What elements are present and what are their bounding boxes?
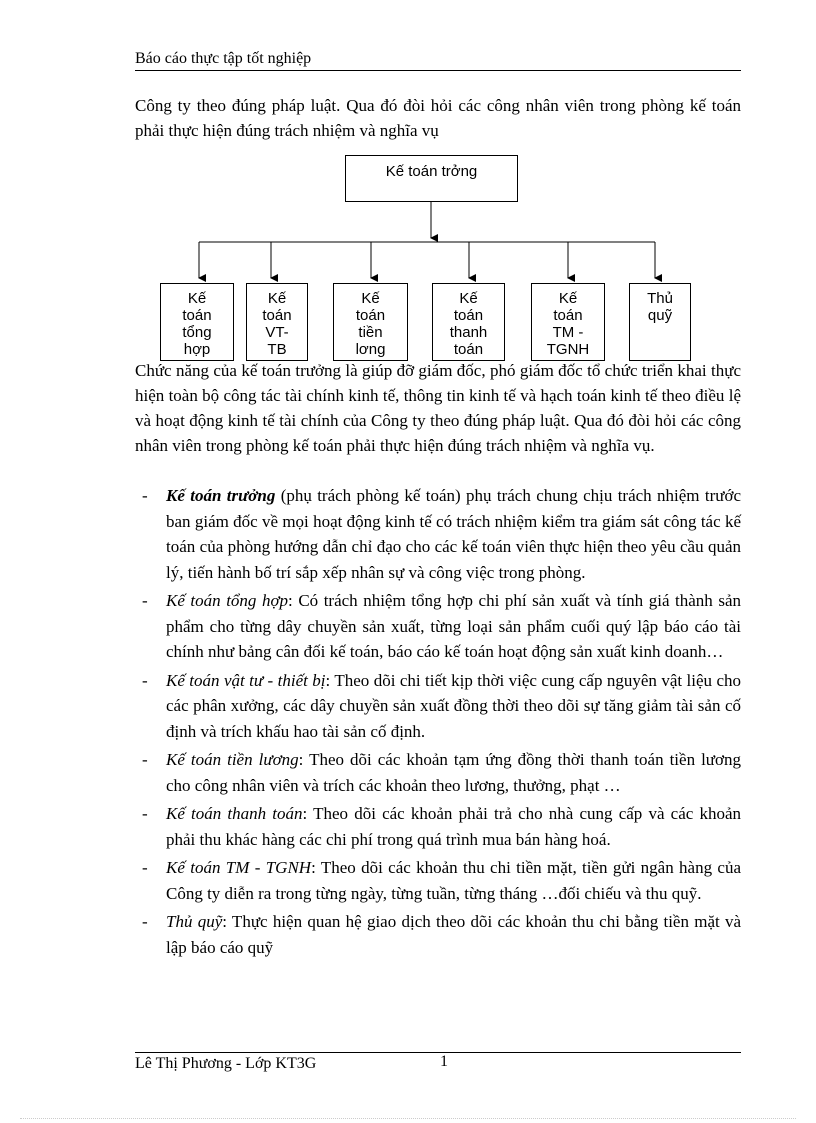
list-item: - Kế toán tiền lương: Theo dõi các khoản tạm ứng đồng thời thanh toán tiền lương cho công nhân viên và trích các khoản theo lương, thưởng, phạt … xyxy=(142,750,741,795)
org-box-payment-accounting: Kế toán thanh toán xyxy=(432,283,505,361)
org-box-materials-accounting: Kế toán VT- TB xyxy=(246,283,308,361)
footer-author: Lê Thị Phương - Lớp KT3G xyxy=(135,1055,317,1072)
org-box-treasurer: Thủ quỹ xyxy=(629,283,691,361)
page-number: 1 xyxy=(440,1053,448,1070)
org-box-payroll-accounting: Kế toán tiền lơng xyxy=(333,283,408,361)
org-box-cash-bank-accounting: Kế toán TM - TGNH xyxy=(531,283,605,361)
org-box-general-accounting: Kế toán tổng hợp xyxy=(160,283,234,361)
list-item: - Kế toán vật tư - thiết bị: Theo dõi chi tiết kịp thời việc cung cấp nguyên vật liệu cho các phân xưởng, các dây chuyền sản xuất đồng thời theo dõi sự tăng giảm tài sản cố định và trích khấu hao tài sản cố định. xyxy=(142,670,741,741)
list-item: - Thủ quỹ: Thực hiện quan hệ giao dịch theo dõi các khoản thu chi bằng tiền mặt và lập báo cáo quỹ xyxy=(142,912,742,957)
list-item: - Kế toán tổng hợp: Có trách nhiệm tổng hợp chi phí sản xuất và tính giá thành sản phẩm cho từng dây chuyền sản xuất, từng loại sản phẩm cuối quý lập báo cáo tài chính như bảng cân đối kế toán, báo cáo kế toán hoạt động sản xuất kinh doanh… xyxy=(142,591,742,661)
body-paragraph: Chức năng của kế toán trưởng là giúp đỡ giám đốc, phó giám đốc tổ chức triển khai thực hiện toàn bộ công tác tài chính kinh tế, thông tin kinh tế và hạch toán kinh tế theo điều lệ và hoạt động kinh tế tài chính của Công ty theo đúng pháp luật. Qua đó đòi hỏi các công nhân viên trong phòng kế toán phải thực hiện đúng trách nhiệm và nghĩa vụ. xyxy=(135,361,741,455)
list-item: - Kế toán TM - TGNH: Theo dõi các khoản thu chi tiền mặt, tiền gửi ngân hàng của Công ty diễn ra trong từng ngày, từng tuần, từng tháng …đối chiếu và thu quỹ. xyxy=(142,858,742,903)
list-item: - Kế toán trưởng (phụ trách phòng kế toán) phụ trách chung chịu trách nhiệm trước ban giám đốc về mọi hoạt động kinh tế có trách nhiệm kiểm tra giám sát công tác kế toán của phòng hướng dẫn chỉ đạo cho các kế toán viên thực hiện theo yêu cầu quản lý, tiến hành bố trí sắp xếp nhân sự và công việc trong phòng. xyxy=(142,486,741,582)
intro-paragraph: Công ty theo đúng pháp luật. Qua đó đòi hỏi các công nhân viên trong phòng kế toán phải thực hiện đúng trách nhiệm và nghĩa vụ xyxy=(135,96,741,140)
page-header: Báo cáo thực tập tốt nghiệp xyxy=(135,50,741,71)
duties-list xyxy=(135,483,741,963)
list-item: - Kế toán thanh toán: Theo dõi các khoản phải trả cho nhà cung cấp và các khoản phải thu khác hàng các chi phí trong quá trình mua bán hàng hoá. xyxy=(142,804,741,849)
page-bottom-divider xyxy=(20,1118,796,1119)
page-footer xyxy=(135,1052,741,1073)
chief-accountant-box: Kế toán trởng xyxy=(345,155,518,202)
